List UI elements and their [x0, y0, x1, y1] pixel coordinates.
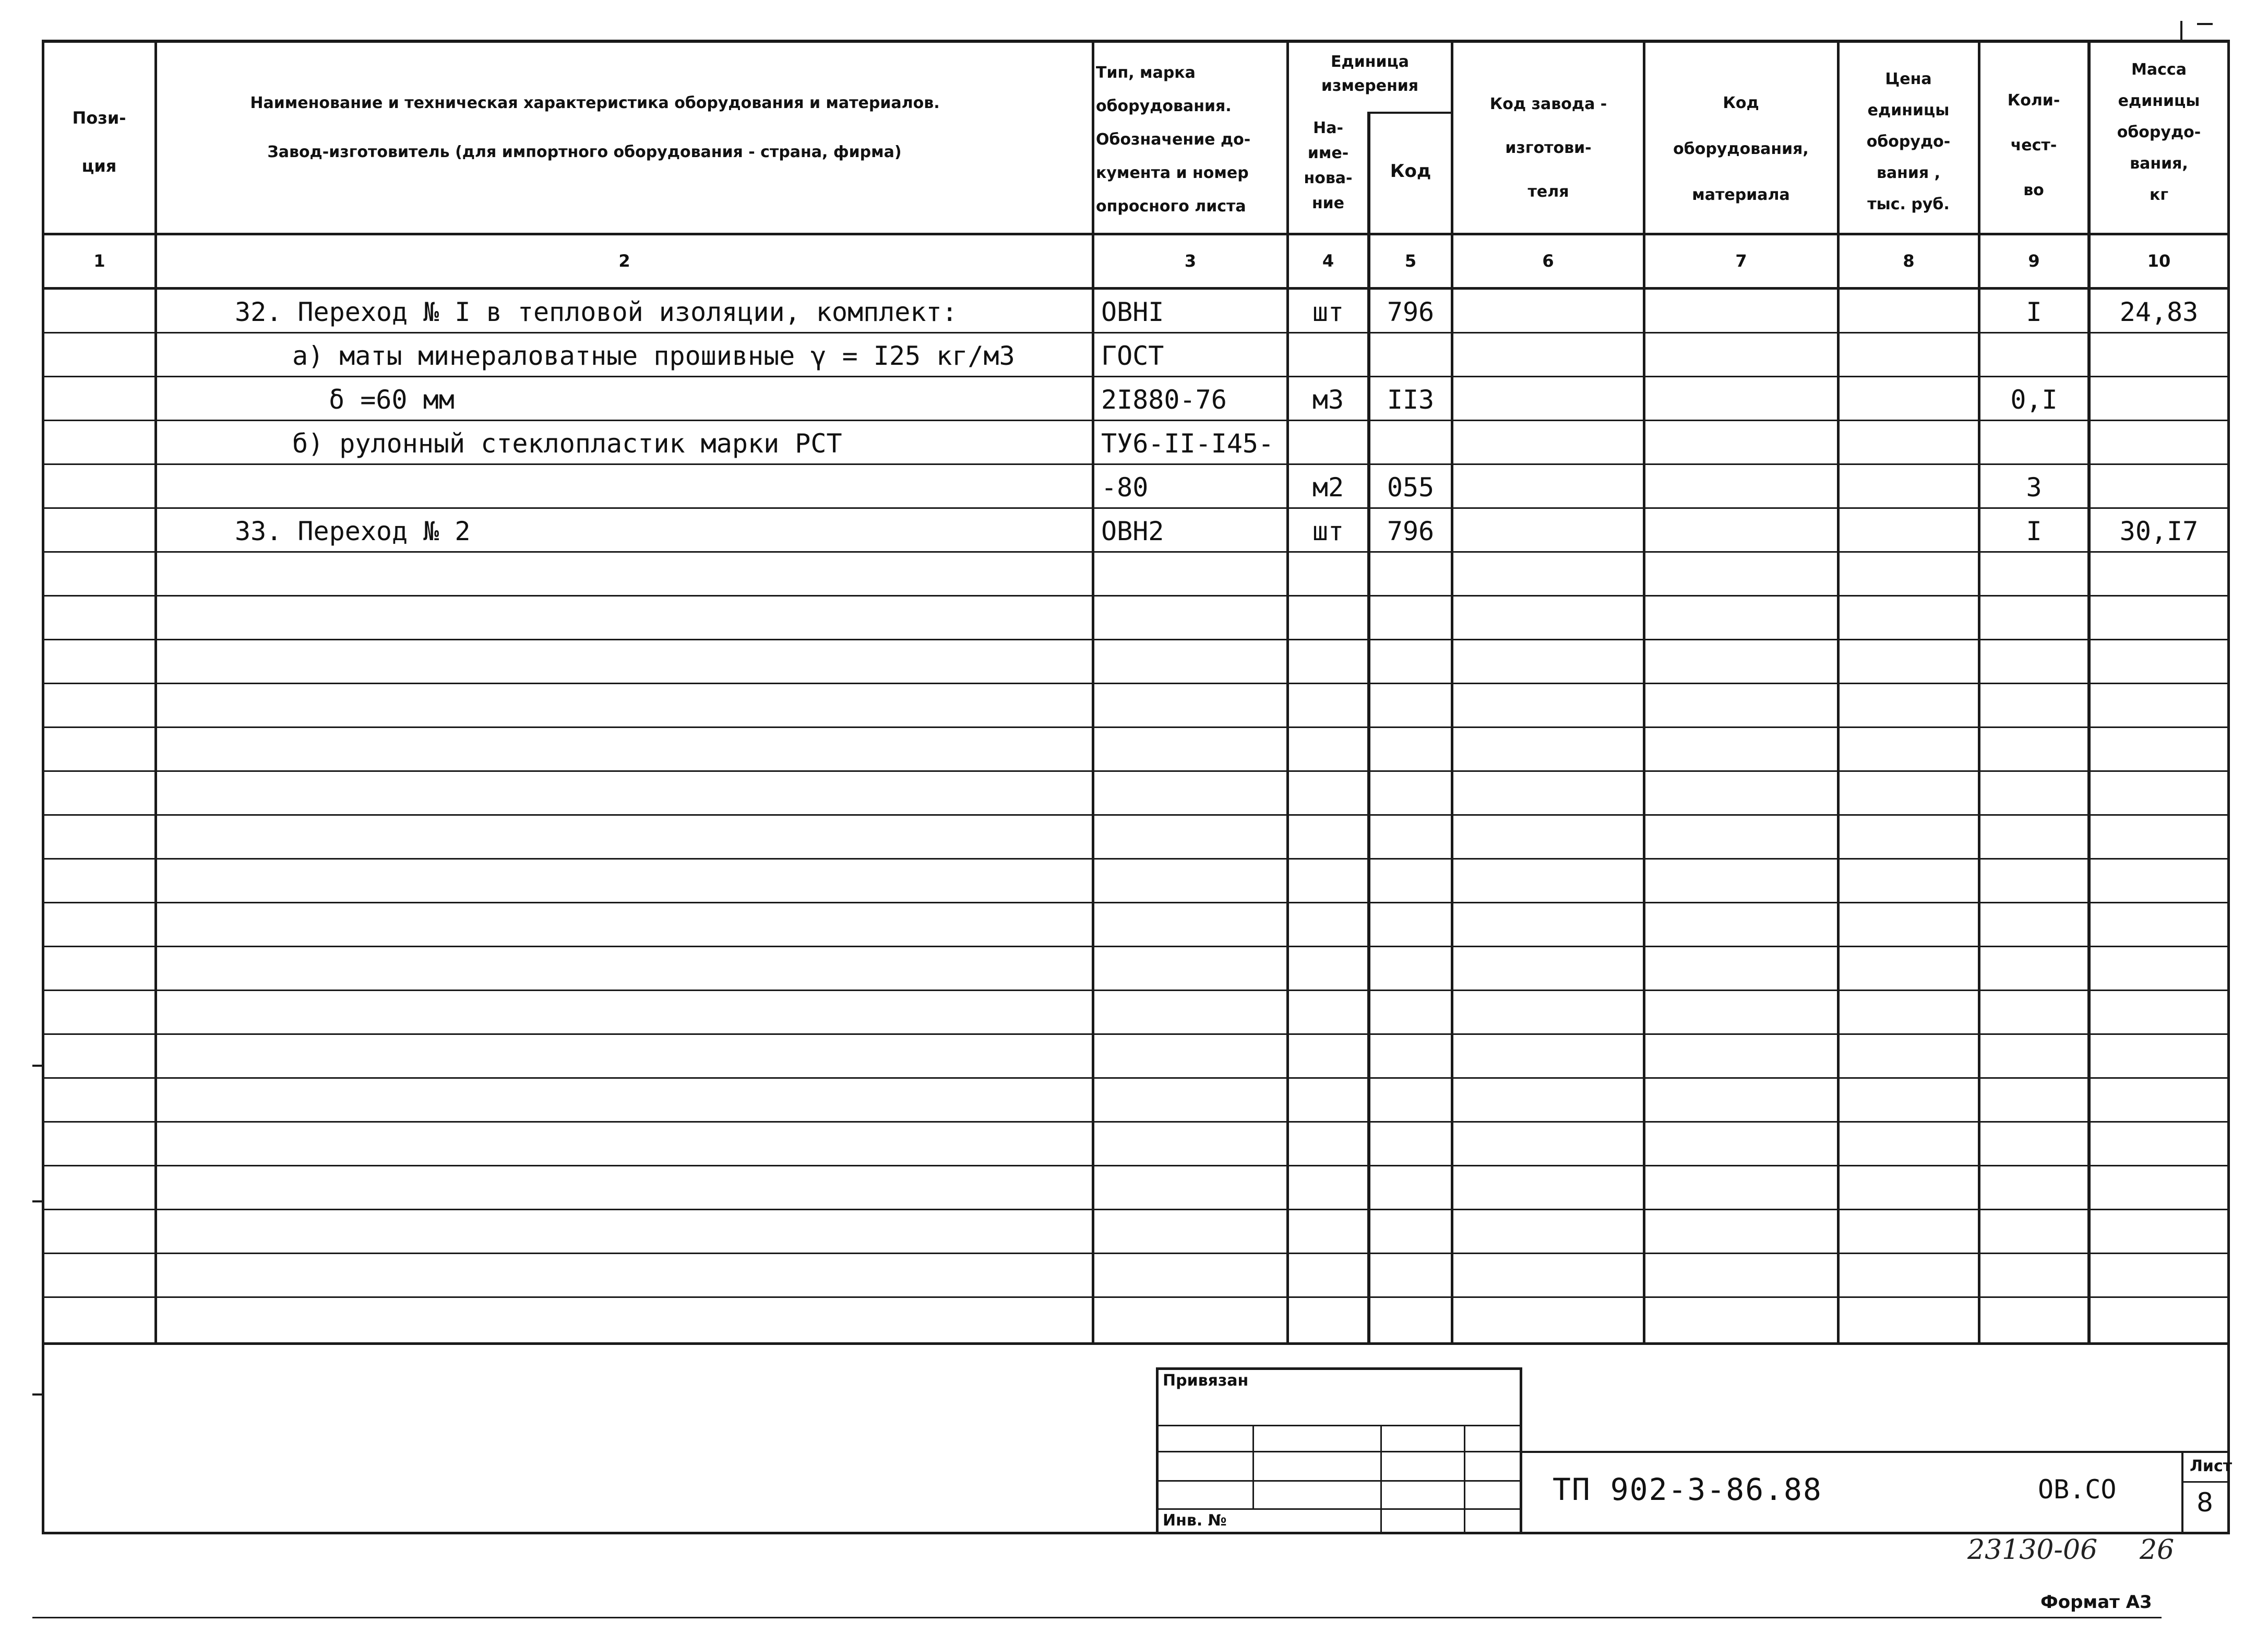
format-label: Формат А3 [2040, 1592, 2152, 1613]
handwritten-number-2: 26 [2140, 1534, 2175, 1566]
table-row-mass: 24,83 [2119, 297, 2199, 327]
header-unit-code: Код [1390, 161, 1431, 182]
colnum-6: 6 [1542, 251, 1554, 271]
table-row-type: ГОСТ [1101, 341, 1164, 371]
colnum-9: 9 [2028, 251, 2040, 271]
table-row-mass: 30,I7 [2119, 516, 2199, 546]
header-unit: Единица измерения [1321, 53, 1419, 95]
table-row-qty: I [2026, 516, 2042, 546]
table-row-code: 796 [1387, 516, 1435, 546]
table-row-type: ОВН2 [1101, 516, 1164, 546]
table-row-unit: м3 [1312, 385, 1344, 415]
table-row-name: 33. Переход № 2 [235, 516, 471, 546]
colnum-5: 5 [1404, 251, 1417, 271]
table-row-type: 2I880-76 [1101, 385, 1227, 415]
table-row-unit: шт [1312, 516, 1344, 546]
header-mass: Масса единицы оборудо- вания, кг [2117, 61, 2201, 204]
header-price: Цена единицы оборудо- вания , тыс. руб. [1866, 70, 1951, 213]
table-row-name: б) рулонный стеклопластик марки РСТ [292, 428, 842, 459]
colnum-3: 3 [1184, 251, 1197, 271]
handwritten-number: 23130-06 [1967, 1534, 2098, 1566]
table-row-code: II3 [1387, 385, 1435, 415]
colnum-4: 4 [1322, 251, 1334, 271]
table-row-unit: м2 [1312, 472, 1344, 503]
stamp-doc-mark: ОВ.СО [2038, 1474, 2117, 1505]
table-row-qty: 0,I [2010, 385, 2058, 415]
table-row-unit: шт [1312, 297, 1344, 327]
header-name-line2: Завод-изготовитель (для импортного оборудования - страна, фирма) [267, 143, 902, 161]
table-row-code: 796 [1387, 297, 1435, 327]
colnum-2: 2 [618, 251, 630, 271]
colnum-1: 1 [93, 251, 105, 271]
table-row-name: 32. Переход № I в тепловой изоляции, комплект: [235, 297, 958, 327]
stamp-privyazan: Привязан [1163, 1372, 1249, 1390]
header-equipment-code: Код оборудования, материала [1673, 94, 1809, 204]
table-row-type: ТУ6-II-I45- [1101, 428, 1274, 459]
stamp-sheet-label: Лист [2190, 1457, 2233, 1475]
table-row-qty: I [2026, 297, 2042, 327]
table-row-name: а) маты минераловатные прошивные γ = I25 кг/м3 [292, 341, 1015, 371]
header-type: Тип, марка оборудования. Обозначение до- кумента и номер опросного листа [1096, 64, 1251, 216]
colnum-8: 8 [1903, 251, 1915, 271]
stamp-inv-no: Инв. № [1163, 1511, 1227, 1530]
colnum-10: 10 [2147, 251, 2171, 271]
stamp-sheet-no: 8 [2197, 1487, 2213, 1518]
header-position: Пози- ция [72, 108, 126, 176]
header-name-line1: Наименование и техническая характеристика оборудования и материалов. [250, 94, 940, 112]
table-row-type: -80 [1101, 472, 1149, 503]
header-plant-code: Код завода - изготови- теля [1489, 95, 1607, 201]
stamp-doc-code: ТП 902-3-86.88 [1553, 1472, 1822, 1507]
table-row-code: 055 [1387, 472, 1435, 503]
table-row-qty: 3 [2026, 472, 2042, 503]
header-quantity: Коли- чест- во [2007, 91, 2060, 199]
table-row-name: δ =60 мм [329, 385, 455, 415]
table-row-type: ОВНI [1101, 297, 1164, 327]
header-unit-name: На- име- нова- ние [1304, 119, 1353, 212]
colnum-7: 7 [1735, 251, 1747, 271]
